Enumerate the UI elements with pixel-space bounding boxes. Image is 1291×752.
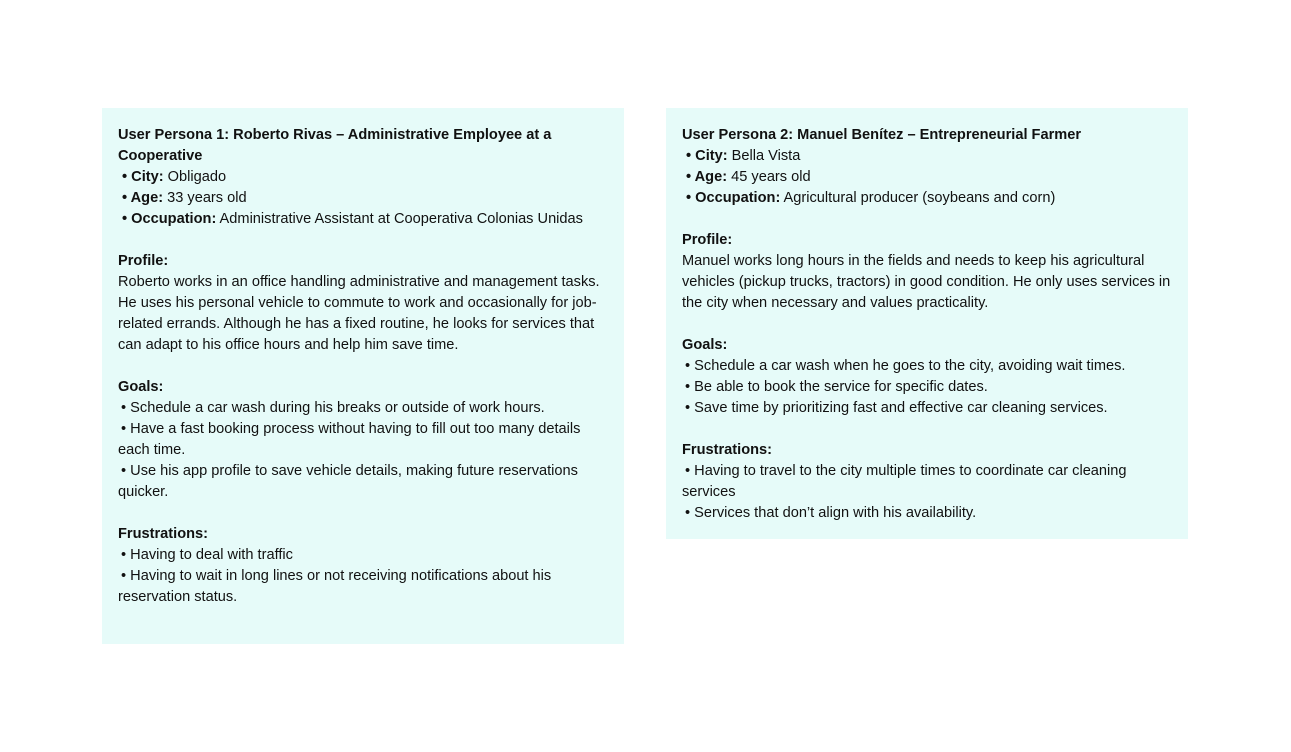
persona-age: • Age: 45 years old	[686, 169, 811, 185]
goals-list	[682, 356, 1172, 419]
frustration-item: • Having to deal with traffic	[121, 547, 293, 563]
persona-card-roberto	[102, 108, 624, 644]
persona-card-manuel	[666, 108, 1188, 539]
goal-item: • Save time by prioritizing fast and effective car cleaning services.	[685, 400, 1108, 416]
frustration-item: • Having to travel to the city multiple times to coordinate car cleaning services	[682, 463, 1127, 500]
persona-occupation: • Occupation: Administrative Assistant at Cooperativa Colonias Unidas	[122, 211, 583, 227]
goals-heading: Goals:	[682, 337, 728, 353]
profile-text: Roberto works in an office handling administrative and management tasks. He uses his personal vehicle to commute to work and occasionally for job-related errands. Although he has a fixed routine, he looks for services that can adapt to his office hours and help him save time.	[118, 274, 600, 353]
profile-heading: Profile:	[682, 232, 733, 248]
frustrations-heading: Frustrations:	[118, 526, 208, 542]
goal-item: • Be able to book the service for specific dates.	[685, 379, 988, 395]
frustration-item: • Having to wait in long lines or not receiving notifications about his reservation status.	[118, 568, 552, 605]
age-label: Age:	[130, 190, 164, 206]
profile-heading: Profile:	[118, 253, 169, 269]
goals-heading: Goals:	[118, 379, 164, 395]
city-label: City:	[695, 148, 728, 164]
age-label: Age:	[694, 169, 728, 185]
frustrations-list	[682, 461, 1172, 524]
age-value: 45 years old	[727, 169, 811, 185]
goal-item: • Schedule a car wash when he goes to the city, avoiding wait times.	[685, 358, 1126, 374]
city-value: Obligado	[163, 169, 227, 185]
occupation-label: Occupation:	[131, 211, 217, 227]
occupation-value: Administrative Assistant at Cooperativa Colonias Unidas	[216, 211, 583, 227]
goal-item: • Have a fast booking process without having to fill out too many details each time.	[118, 421, 581, 458]
persona-city: • City: Bella Vista	[686, 148, 801, 164]
persona-occupation: • Occupation: Agricultural producer (soybeans and corn)	[686, 190, 1056, 206]
goals-list	[118, 398, 608, 503]
occupation-label: Occupation:	[695, 190, 781, 206]
frustrations-heading: Frustrations:	[682, 442, 772, 458]
persona-title: User Persona 1: Roberto Rivas – Administrative Employee at a Cooperative	[118, 127, 552, 164]
city-value: Bella Vista	[727, 148, 801, 164]
frustration-item: • Services that don’t align with his availability.	[685, 505, 977, 521]
age-value: 33 years old	[163, 190, 247, 206]
occupation-value: Agricultural producer (soybeans and corn)	[780, 190, 1056, 206]
frustrations-list	[118, 545, 608, 608]
profile-text: Manuel works long hours in the fields and needs to keep his agricultural vehicles (pickup trucks, tractors) in good condition. He only uses services in the city when necessary and values practicality.	[682, 253, 1171, 311]
goal-item: • Use his app profile to save vehicle details, making future reservations quicker.	[118, 463, 578, 500]
persona-age: • Age: 33 years old	[122, 190, 247, 206]
persona-title: User Persona 2: Manuel Benítez – Entrepreneurial Farmer	[682, 127, 1082, 143]
goal-item: • Schedule a car wash during his breaks or outside of work hours.	[121, 400, 545, 416]
city-label: City:	[131, 169, 164, 185]
persona-city: • City: Obligado	[122, 169, 227, 185]
